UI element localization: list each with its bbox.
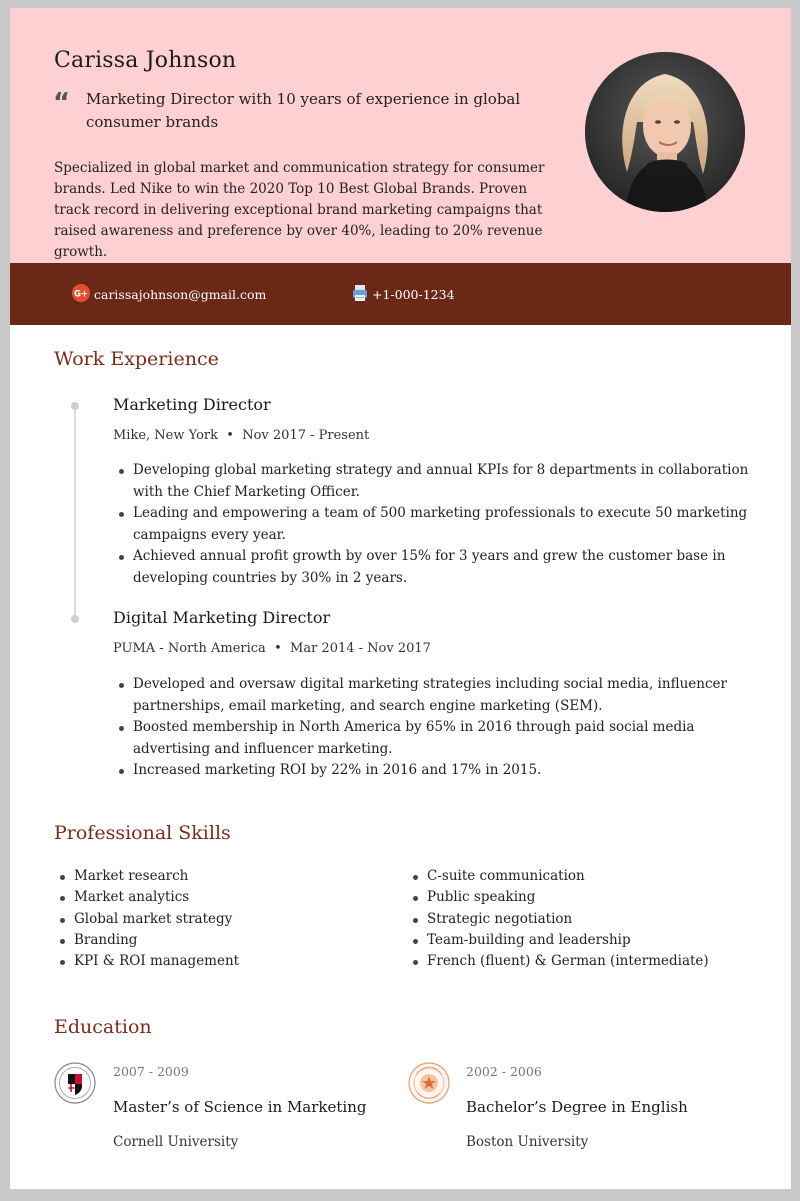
work-experience-title: Work Experience: [54, 348, 219, 370]
job-dates: Mar 2014 - Nov 2017: [290, 641, 431, 656]
meta-separator: •: [269, 641, 291, 656]
phone-text: +1-000-1234: [372, 286, 455, 302]
job-dates: Nov 2017 - Present: [242, 428, 370, 443]
list-item: Increased marketing ROI by 22% in 2016 and 17% in 2015.: [133, 760, 753, 782]
google-plus-icon: [72, 284, 90, 305]
profile-photo: [585, 52, 745, 212]
job-title: Marketing Director: [113, 395, 271, 414]
education-school: Cornell University: [113, 1134, 239, 1150]
education-years: 2007 - 2009: [113, 1064, 189, 1079]
maryland-seal-icon: [54, 1062, 96, 1104]
job-bullets: [133, 460, 753, 589]
education-degree: Master’s of Science in Marketing: [113, 1098, 367, 1116]
timeline-dot: [71, 615, 79, 623]
list-item: Developed and oversaw digital marketing strategies including social media, influencer partnerships, email marketing, and search engine marketing (SEM).: [133, 674, 753, 717]
education-years: 2002 - 2006: [466, 1064, 542, 1079]
job-meta: [113, 428, 369, 443]
list-item: Team-building and leadership: [427, 930, 709, 951]
email-text: carissajohnson@gmail.com: [94, 286, 267, 302]
education-title: Education: [54, 1016, 152, 1038]
quote-icon: “: [53, 88, 71, 118]
list-item: Market research: [74, 866, 239, 887]
timeline-dot: [71, 402, 79, 410]
timeline-line: [74, 408, 76, 623]
job-company: Mike, New York: [113, 428, 219, 443]
portrait-icon: [585, 52, 745, 212]
list-item: French (fluent) & German (intermediate): [427, 951, 709, 972]
list-item: KPI & ROI management: [74, 951, 239, 972]
education-degree: Bachelor’s Degree in English: [466, 1098, 688, 1116]
fax-icon: [352, 284, 368, 305]
resume-header: [10, 8, 791, 263]
list-item: Public speaking: [427, 887, 709, 908]
email-contact[interactable]: [72, 263, 266, 325]
education-school: Boston University: [466, 1134, 589, 1150]
list-item: Achieved annual profit growth by over 15% for 3 years and grew the customer base in developing countries by 30% in 2 years.: [133, 546, 753, 589]
resume-page: [10, 8, 791, 1189]
phone-contact[interactable]: [352, 263, 455, 325]
list-item: Market analytics: [74, 887, 239, 908]
job-title: Digital Marketing Director: [113, 608, 331, 627]
contact-bar: [10, 263, 791, 325]
list-item: Strategic negotiation: [427, 909, 709, 930]
list-item: Global market strategy: [74, 909, 239, 930]
meta-separator: •: [222, 428, 243, 443]
list-item: Developing global marketing strategy and annual KPIs for 8 departments in collaboration with the Chief Marketing Officer.: [133, 460, 753, 503]
skills-list-right: [427, 866, 709, 972]
list-item: Branding: [74, 930, 239, 951]
texas-seal-icon: [408, 1062, 450, 1104]
list-item: Boosted membership in North America by 65% in 2016 through paid social media advertising and influencer marketing.: [133, 717, 753, 760]
job-company: PUMA - North America: [113, 641, 266, 656]
list-item: C-suite communication: [427, 866, 709, 887]
job-bullets: [133, 674, 753, 782]
skills-list-left: [74, 866, 239, 972]
professional-skills-title: Professional Skills: [54, 822, 231, 844]
list-item: Leading and empowering a team of 500 marketing professionals to execute 50 marketing campaigns every year.: [133, 503, 753, 546]
candidate-name: Carissa Johnson: [54, 48, 237, 73]
candidate-tagline: Marketing Director with 10 years of experience in global consumer brands: [86, 90, 521, 131]
candidate-summary: Specialized in global market and communication strategy for consumer brands. Led Nike to win the 2020 Top 10 Best Global Brands. Proven track record in delivering exceptional brand marketing campaigns that raised awareness and preference by over 40%, leading to 20% revenue growth.: [54, 160, 545, 260]
job-meta: [113, 641, 431, 656]
svg-text:G+: G+: [73, 289, 89, 299]
